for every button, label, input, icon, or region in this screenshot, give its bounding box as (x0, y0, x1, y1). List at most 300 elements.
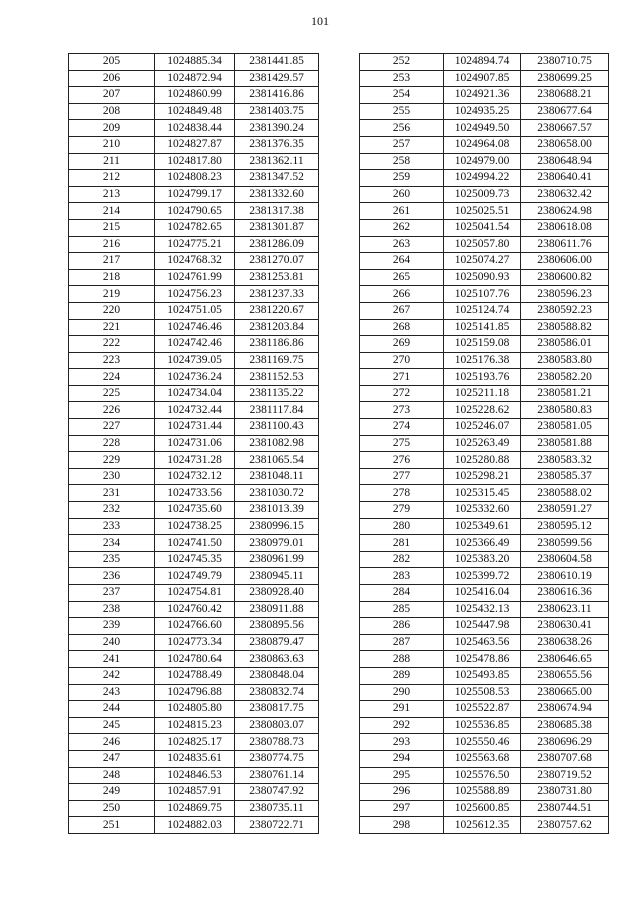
y-coordinate-cell: 2380665.00 (521, 684, 609, 701)
table-row (69, 203, 319, 220)
table-row (69, 336, 319, 353)
point-number-cell: 226 (69, 402, 155, 419)
y-coordinate-cell: 2380581.21 (521, 385, 609, 402)
x-coordinate-cell: 1025563.68 (444, 750, 521, 767)
x-coordinate-cell: 1025508.53 (444, 684, 521, 701)
table-row (69, 817, 319, 834)
table-row (69, 419, 319, 436)
table-row (360, 568, 609, 585)
point-number-cell: 224 (69, 369, 155, 386)
x-coordinate-cell: 1025141.85 (444, 319, 521, 336)
y-coordinate-cell: 2380591.27 (521, 502, 609, 519)
y-coordinate-cell: 2380945.11 (235, 568, 319, 585)
y-coordinate-cell: 2380592.23 (521, 302, 609, 319)
point-number-cell: 295 (360, 767, 444, 784)
point-number-cell: 238 (69, 601, 155, 618)
y-coordinate-cell: 2380599.56 (521, 535, 609, 552)
point-number-cell: 264 (360, 253, 444, 270)
y-coordinate-cell: 2381203.84 (235, 319, 319, 336)
y-coordinate-cell: 2380630.41 (521, 618, 609, 635)
y-coordinate-cell: 2380588.02 (521, 485, 609, 502)
table-row (360, 452, 609, 469)
table-row (69, 236, 319, 253)
x-coordinate-cell: 1025463.56 (444, 634, 521, 651)
table-row (360, 352, 609, 369)
y-coordinate-cell: 2380655.56 (521, 667, 609, 684)
table-row (69, 54, 319, 71)
x-coordinate-cell: 1024815.23 (155, 717, 235, 734)
x-coordinate-cell: 1025522.87 (444, 701, 521, 718)
y-coordinate-cell: 2380580.83 (521, 402, 609, 419)
y-coordinate-cell: 2381117.84 (235, 402, 319, 419)
y-coordinate-cell: 2380747.92 (235, 784, 319, 801)
point-number-cell: 288 (360, 651, 444, 668)
table-row (360, 269, 609, 286)
point-number-cell: 281 (360, 535, 444, 552)
x-coordinate-cell: 1024921.36 (444, 87, 521, 104)
point-number-cell: 287 (360, 634, 444, 651)
x-coordinate-cell: 1024739.05 (155, 352, 235, 369)
y-coordinate-cell: 2380685.38 (521, 717, 609, 734)
x-coordinate-cell: 1024736.24 (155, 369, 235, 386)
point-number-cell: 250 (69, 800, 155, 817)
point-number-cell: 229 (69, 452, 155, 469)
y-coordinate-cell: 2380606.00 (521, 253, 609, 270)
table-row (69, 800, 319, 817)
point-number-cell: 216 (69, 236, 155, 253)
y-coordinate-cell: 2381100.43 (235, 419, 319, 436)
x-coordinate-cell: 1024857.91 (155, 784, 235, 801)
point-number-cell: 211 (69, 153, 155, 170)
point-number-cell: 278 (360, 485, 444, 502)
table-row (69, 186, 319, 203)
point-number-cell: 243 (69, 684, 155, 701)
x-coordinate-cell: 1024882.03 (155, 817, 235, 834)
point-number-cell: 213 (69, 186, 155, 203)
y-coordinate-cell: 2380744.51 (521, 800, 609, 817)
y-coordinate-cell: 2381169.75 (235, 352, 319, 369)
x-coordinate-cell: 1024782.65 (155, 219, 235, 236)
y-coordinate-cell: 2381429.57 (235, 70, 319, 87)
point-number-cell: 284 (360, 585, 444, 602)
point-number-cell: 232 (69, 502, 155, 519)
table-row (360, 87, 609, 104)
point-number-cell: 297 (360, 800, 444, 817)
y-coordinate-cell: 2380677.64 (521, 103, 609, 120)
table-row (69, 87, 319, 104)
point-number-cell: 222 (69, 336, 155, 353)
table-row (360, 518, 609, 535)
y-coordinate-cell: 2380928.40 (235, 585, 319, 602)
x-coordinate-cell: 1024894.74 (444, 54, 521, 71)
point-number-cell: 237 (69, 585, 155, 602)
x-coordinate-cell: 1025588.89 (444, 784, 521, 801)
point-number-cell: 279 (360, 502, 444, 519)
point-number-cell: 247 (69, 750, 155, 767)
table-row (69, 369, 319, 386)
x-coordinate-cell: 1024734.04 (155, 385, 235, 402)
point-number-cell: 262 (360, 219, 444, 236)
x-coordinate-cell: 1025536.85 (444, 717, 521, 734)
x-coordinate-cell: 1024788.49 (155, 667, 235, 684)
point-number-cell: 219 (69, 286, 155, 303)
x-coordinate-cell: 1025366.49 (444, 535, 521, 552)
x-coordinate-cell: 1024885.34 (155, 54, 235, 71)
y-coordinate-cell: 2380610.19 (521, 568, 609, 585)
table-row (69, 618, 319, 635)
point-number-cell: 258 (360, 153, 444, 170)
x-coordinate-cell: 1024846.53 (155, 767, 235, 784)
point-number-cell: 256 (360, 120, 444, 137)
point-number-cell: 206 (69, 70, 155, 87)
table-row (69, 352, 319, 369)
y-coordinate-cell: 2380588.82 (521, 319, 609, 336)
table-row (360, 70, 609, 87)
point-number-cell: 239 (69, 618, 155, 635)
x-coordinate-cell: 1024780.64 (155, 651, 235, 668)
x-coordinate-cell: 1024760.42 (155, 601, 235, 618)
y-coordinate-cell: 2380722.71 (235, 817, 319, 834)
table-row (360, 302, 609, 319)
x-coordinate-cell: 1024741.50 (155, 535, 235, 552)
y-coordinate-cell: 2380595.12 (521, 518, 609, 535)
table-row (360, 435, 609, 452)
point-number-cell: 268 (360, 319, 444, 336)
table-row (69, 170, 319, 187)
y-coordinate-cell: 2381186.86 (235, 336, 319, 353)
x-coordinate-cell: 1025416.04 (444, 585, 521, 602)
x-coordinate-cell: 1025193.76 (444, 369, 521, 386)
table-row (69, 120, 319, 137)
y-coordinate-cell: 2380648.94 (521, 153, 609, 170)
page-number: 101 (311, 14, 329, 28)
point-number-cell: 277 (360, 468, 444, 485)
y-coordinate-cell: 2381317.38 (235, 203, 319, 220)
point-number-cell: 230 (69, 468, 155, 485)
table-row (360, 684, 609, 701)
x-coordinate-cell: 1024733.56 (155, 485, 235, 502)
y-coordinate-cell: 2380623.11 (521, 601, 609, 618)
point-number-cell: 275 (360, 435, 444, 452)
x-coordinate-cell: 1024773.34 (155, 634, 235, 651)
point-number-cell: 257 (360, 136, 444, 153)
x-coordinate-cell: 1024949.50 (444, 120, 521, 137)
x-coordinate-cell: 1025263.49 (444, 435, 521, 452)
y-coordinate-cell: 2381441.85 (235, 54, 319, 71)
point-number-cell: 246 (69, 734, 155, 751)
table-row (69, 551, 319, 568)
point-number-cell: 265 (360, 269, 444, 286)
point-number-cell: 270 (360, 352, 444, 369)
y-coordinate-cell: 2380788.73 (235, 734, 319, 751)
point-number-cell: 266 (360, 286, 444, 303)
table-row (360, 502, 609, 519)
table-row (360, 236, 609, 253)
x-coordinate-cell: 1024827.87 (155, 136, 235, 153)
point-number-cell: 218 (69, 269, 155, 286)
table-row (69, 319, 319, 336)
y-coordinate-cell: 2380688.21 (521, 87, 609, 104)
x-coordinate-cell: 1025447.98 (444, 618, 521, 635)
table-row (69, 385, 319, 402)
table-row (360, 535, 609, 552)
x-coordinate-cell: 1025332.60 (444, 502, 521, 519)
x-coordinate-cell: 1024732.12 (155, 468, 235, 485)
table-row (360, 585, 609, 602)
table-row (360, 800, 609, 817)
y-coordinate-cell: 2380600.82 (521, 269, 609, 286)
table-row (69, 435, 319, 452)
x-coordinate-cell: 1024775.21 (155, 236, 235, 253)
point-number-cell: 215 (69, 219, 155, 236)
point-number-cell: 273 (360, 402, 444, 419)
x-coordinate-cell: 1025090.93 (444, 269, 521, 286)
y-coordinate-cell: 2380596.23 (521, 286, 609, 303)
y-coordinate-cell: 2380863.63 (235, 651, 319, 668)
x-coordinate-cell: 1024749.79 (155, 568, 235, 585)
point-number-cell: 274 (360, 419, 444, 436)
point-number-cell: 220 (69, 302, 155, 319)
table-row (69, 535, 319, 552)
point-number-cell: 253 (360, 70, 444, 87)
point-number-cell: 267 (360, 302, 444, 319)
table-row (360, 369, 609, 386)
table-row (69, 701, 319, 718)
point-number-cell: 228 (69, 435, 155, 452)
table-row (360, 120, 609, 137)
x-coordinate-cell: 1024979.00 (444, 153, 521, 170)
table-row (360, 468, 609, 485)
point-number-cell: 292 (360, 717, 444, 734)
y-coordinate-cell: 2380582.20 (521, 369, 609, 386)
table-row (360, 402, 609, 419)
table-row (69, 219, 319, 236)
y-coordinate-cell: 2381390.24 (235, 120, 319, 137)
x-coordinate-cell: 1024994.22 (444, 170, 521, 187)
point-number-cell: 221 (69, 319, 155, 336)
x-coordinate-cell: 1024790.65 (155, 203, 235, 220)
x-coordinate-cell: 1025009.73 (444, 186, 521, 203)
point-number-cell: 231 (69, 485, 155, 502)
y-coordinate-cell: 2380707.68 (521, 750, 609, 767)
point-number-cell: 298 (360, 817, 444, 834)
point-number-cell: 271 (360, 369, 444, 386)
point-number-cell: 276 (360, 452, 444, 469)
x-coordinate-cell: 1024796.88 (155, 684, 235, 701)
table-row (360, 717, 609, 734)
table-row (69, 302, 319, 319)
table-row (69, 651, 319, 668)
table-row (360, 203, 609, 220)
x-coordinate-cell: 1025315.45 (444, 485, 521, 502)
x-coordinate-cell: 1025159.08 (444, 336, 521, 353)
table-row (69, 634, 319, 651)
table-row (360, 551, 609, 568)
table-row (69, 734, 319, 751)
table-row (360, 667, 609, 684)
table-row (360, 219, 609, 236)
y-coordinate-cell: 2380979.01 (235, 535, 319, 552)
table-row (69, 468, 319, 485)
table-row (69, 485, 319, 502)
table-row (69, 502, 319, 519)
y-coordinate-cell: 2380646.65 (521, 651, 609, 668)
table-row (69, 750, 319, 767)
x-coordinate-cell: 1024808.23 (155, 170, 235, 187)
table-row (360, 634, 609, 651)
y-coordinate-cell: 2380640.41 (521, 170, 609, 187)
y-coordinate-cell: 2381013.39 (235, 502, 319, 519)
table-row (360, 153, 609, 170)
x-coordinate-cell: 1025057.80 (444, 236, 521, 253)
x-coordinate-cell: 1025211.18 (444, 385, 521, 402)
x-coordinate-cell: 1025478.86 (444, 651, 521, 668)
point-number-cell: 241 (69, 651, 155, 668)
y-coordinate-cell: 2381220.67 (235, 302, 319, 319)
x-coordinate-cell: 1025383.20 (444, 551, 521, 568)
x-coordinate-cell: 1025349.61 (444, 518, 521, 535)
y-coordinate-cell: 2380817.75 (235, 701, 319, 718)
x-coordinate-cell: 1024731.06 (155, 435, 235, 452)
x-coordinate-cell: 1025246.07 (444, 419, 521, 436)
y-coordinate-cell: 2380731.80 (521, 784, 609, 801)
point-number-cell: 217 (69, 253, 155, 270)
y-coordinate-cell: 2380895.56 (235, 618, 319, 635)
point-number-cell: 234 (69, 535, 155, 552)
x-coordinate-cell: 1025176.38 (444, 352, 521, 369)
point-number-cell: 282 (360, 551, 444, 568)
y-coordinate-cell: 2381152.53 (235, 369, 319, 386)
y-coordinate-cell: 2380618.08 (521, 219, 609, 236)
y-coordinate-cell: 2380996.15 (235, 518, 319, 535)
point-number-cell: 233 (69, 518, 155, 535)
y-coordinate-cell: 2380774.75 (235, 750, 319, 767)
x-coordinate-cell: 1024825.17 (155, 734, 235, 751)
point-number-cell: 208 (69, 103, 155, 120)
point-number-cell: 205 (69, 54, 155, 71)
table-row (69, 667, 319, 684)
y-coordinate-cell: 2381082.98 (235, 435, 319, 452)
y-coordinate-cell: 2381332.60 (235, 186, 319, 203)
x-coordinate-cell: 1025025.51 (444, 203, 521, 220)
table-row (360, 618, 609, 635)
y-coordinate-cell: 2381362.11 (235, 153, 319, 170)
y-coordinate-cell: 2380961.99 (235, 551, 319, 568)
point-number-cell: 260 (360, 186, 444, 203)
x-coordinate-cell: 1025576.50 (444, 767, 521, 784)
y-coordinate-cell: 2380616.36 (521, 585, 609, 602)
y-coordinate-cell: 2380611.76 (521, 236, 609, 253)
table-row (360, 651, 609, 668)
x-coordinate-cell: 1024735.60 (155, 502, 235, 519)
point-number-cell: 244 (69, 701, 155, 718)
point-number-cell: 236 (69, 568, 155, 585)
y-coordinate-cell: 2380583.32 (521, 452, 609, 469)
table-row (360, 701, 609, 718)
y-coordinate-cell: 2380761.14 (235, 767, 319, 784)
y-coordinate-cell: 2381253.81 (235, 269, 319, 286)
point-number-cell: 225 (69, 385, 155, 402)
y-coordinate-cell: 2380581.88 (521, 435, 609, 452)
table-row (69, 684, 319, 701)
table-row (360, 485, 609, 502)
point-number-cell: 214 (69, 203, 155, 220)
table-row (69, 568, 319, 585)
y-coordinate-cell: 2381270.07 (235, 253, 319, 270)
point-number-cell: 269 (360, 336, 444, 353)
point-number-cell: 289 (360, 667, 444, 684)
y-coordinate-cell: 2380735.11 (235, 800, 319, 817)
table-row (69, 269, 319, 286)
table-row (360, 286, 609, 303)
y-coordinate-cell: 2381135.22 (235, 385, 319, 402)
table-row (360, 784, 609, 801)
table-row (360, 419, 609, 436)
x-coordinate-cell: 1024768.32 (155, 253, 235, 270)
table-row (360, 601, 609, 618)
y-coordinate-cell: 2381403.75 (235, 103, 319, 120)
x-coordinate-cell: 1025600.85 (444, 800, 521, 817)
x-coordinate-cell: 1024766.60 (155, 618, 235, 635)
table-row (69, 402, 319, 419)
table-row (69, 585, 319, 602)
point-number-cell: 296 (360, 784, 444, 801)
point-number-cell: 294 (360, 750, 444, 767)
x-coordinate-cell: 1024731.44 (155, 419, 235, 436)
x-coordinate-cell: 1025550.46 (444, 734, 521, 751)
x-coordinate-cell: 1024756.23 (155, 286, 235, 303)
table-row (360, 319, 609, 336)
x-coordinate-cell: 1024738.25 (155, 518, 235, 535)
x-coordinate-cell: 1024761.99 (155, 269, 235, 286)
y-coordinate-cell: 2380879.47 (235, 634, 319, 651)
y-coordinate-cell: 2381301.87 (235, 219, 319, 236)
x-coordinate-cell: 1024732.44 (155, 402, 235, 419)
table-row (69, 784, 319, 801)
y-coordinate-cell: 2380583.80 (521, 352, 609, 369)
y-coordinate-cell: 2381065.54 (235, 452, 319, 469)
point-number-cell: 259 (360, 170, 444, 187)
x-coordinate-cell: 1025041.54 (444, 219, 521, 236)
y-coordinate-cell: 2380803.07 (235, 717, 319, 734)
x-coordinate-cell: 1025280.88 (444, 452, 521, 469)
y-coordinate-cell: 2380624.98 (521, 203, 609, 220)
table-row (69, 253, 319, 270)
x-coordinate-cell: 1025124.74 (444, 302, 521, 319)
x-coordinate-cell: 1025493.85 (444, 667, 521, 684)
x-coordinate-cell: 1025432.13 (444, 601, 521, 618)
y-coordinate-cell: 2380911.88 (235, 601, 319, 618)
table-row (69, 518, 319, 535)
table-row (360, 750, 609, 767)
x-coordinate-cell: 1024838.44 (155, 120, 235, 137)
point-number-cell: 212 (69, 170, 155, 187)
x-coordinate-cell: 1024805.80 (155, 701, 235, 718)
x-coordinate-cell: 1024799.17 (155, 186, 235, 203)
x-coordinate-cell: 1024817.80 (155, 153, 235, 170)
point-number-cell: 235 (69, 551, 155, 568)
point-number-cell: 248 (69, 767, 155, 784)
table-row (69, 601, 319, 618)
table-row (69, 153, 319, 170)
x-coordinate-cell: 1024835.61 (155, 750, 235, 767)
y-coordinate-cell: 2380710.75 (521, 54, 609, 71)
x-coordinate-cell: 1024742.46 (155, 336, 235, 353)
table-row (69, 70, 319, 87)
table-row (360, 336, 609, 353)
x-coordinate-cell: 1025399.72 (444, 568, 521, 585)
y-coordinate-cell: 2380658.00 (521, 136, 609, 153)
